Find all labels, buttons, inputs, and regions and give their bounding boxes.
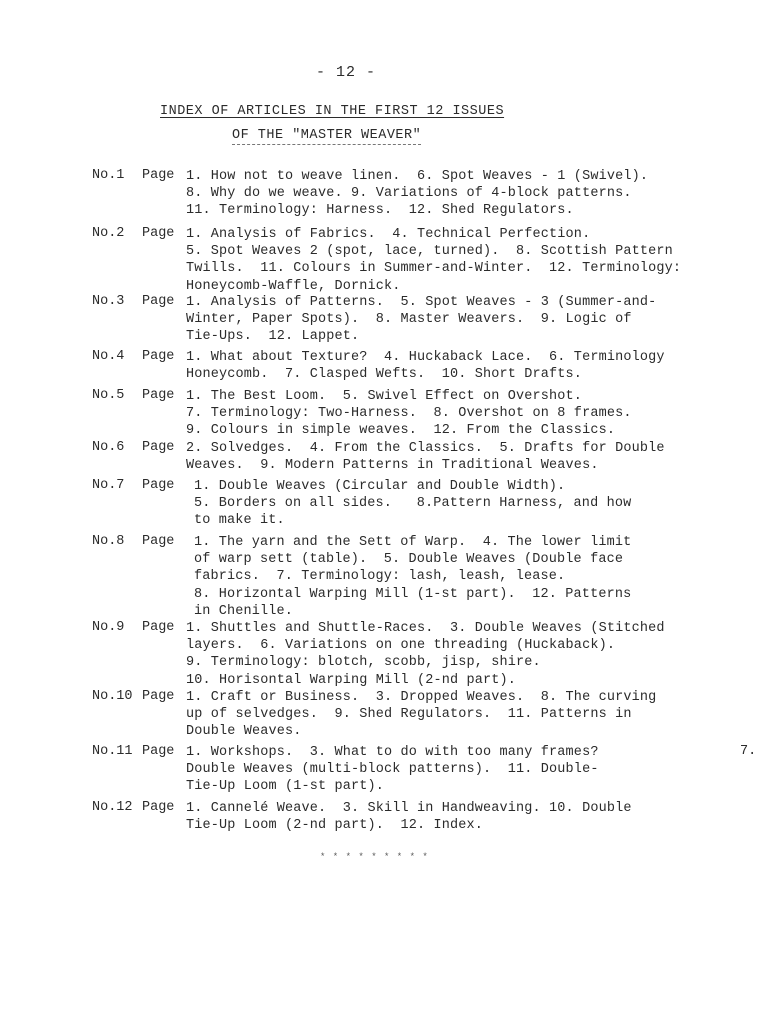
article-list (186, 349, 772, 383)
index-entry (92, 800, 772, 834)
page-label: Page (142, 168, 175, 183)
article-line: 2. Solvedges. 4. From the Classics. 5. Drafts for Double (186, 441, 665, 456)
index-entry (92, 226, 772, 295)
index-entry (92, 478, 772, 530)
page-label: Page (142, 349, 175, 364)
page-label: Page (142, 534, 175, 549)
article-line: Twills. 11. Colours in Summer-and-Winter. 12. Terminology: (186, 261, 682, 277)
issue-number: No.10 (92, 689, 133, 704)
index-title-line1: INDEX OF ARTICLES IN THE FIRST 12 ISSUES (160, 104, 505, 119)
issue-number: No.5 (92, 388, 125, 403)
article-line: 7. Terminology: Two-Harness. 8. Overshot on 8 frames. (186, 406, 632, 422)
issue-number: No.3 (92, 294, 125, 309)
article-line: 8. Horizontal Warping Mill (1-st part). 12. Patterns (194, 586, 632, 602)
article-line: 5. Spot Weaves 2 (spot, lace, turned). 8. Scottish Pattern (186, 244, 673, 260)
issue-number: No.7 (92, 478, 125, 493)
article-line: 9. Terminology: blotch, scobb, jisp, shire. (186, 655, 541, 671)
issue-number: No.4 (92, 349, 125, 364)
index-entry (92, 620, 772, 689)
article-line: 10. Horisontal Warping Mill (2-nd part). (186, 672, 517, 688)
article-line: 1. The yarn and the Sett of Warp. 4. The lower limit (194, 535, 632, 550)
issue-number: No.8 (92, 534, 125, 549)
article-line: 11. Terminology: Harness. 12. Shed Regulators. (186, 203, 574, 219)
article-list (194, 478, 772, 530)
article-line: up of selvedges. 9. Shed Regulators. 11. Patterns in (186, 707, 632, 723)
page-label: Page (142, 294, 175, 309)
index-entry (92, 168, 772, 220)
index-entry (92, 689, 772, 741)
article-list (186, 440, 772, 474)
index-title-line2-text: OF THE "MASTER WEAVER" (232, 128, 422, 143)
index-entry (92, 388, 772, 440)
page-label: Page (142, 689, 175, 704)
article-line: 1. The Best Loom. 5. Swivel Effect on Overshot. (186, 389, 583, 404)
index-entry (92, 534, 772, 620)
article-number-continued: 7. (740, 744, 757, 759)
article-line: 1. Analysis of Fabrics. 4. Technical Perfection. (186, 227, 591, 242)
article-line: 1. Double Weaves (Circular and Double Width). (194, 479, 566, 494)
article-list (186, 689, 772, 741)
issue-number: No.9 (92, 620, 125, 635)
index-title-line2 (232, 128, 421, 145)
article-line: 1. Analysis of Patterns. 5. Spot Weaves - 3 (Summer-and- (186, 295, 657, 310)
end-marks: * * * * * * * * * (320, 852, 429, 862)
article-line: 8. Why do we weave. 9. Variations of 4-block patterns. (186, 186, 632, 202)
issue-number: No.1 (92, 168, 125, 183)
issue-number: No.6 (92, 440, 125, 455)
article-line: Honeycomb. 7. Clasped Wefts. 10. Short Drafts. (186, 367, 583, 383)
page-label: Page (142, 620, 175, 635)
article-line: Weaves. 9. Modern Patterns in Traditional Weaves. (186, 458, 599, 474)
issue-number: No.2 (92, 226, 125, 241)
article-line: Tie-Ups. 12. Lappet. (186, 329, 360, 345)
article-line: 1. How not to weave linen. 6. Spot Weaves - 1 (Swivel). (186, 169, 649, 184)
index-entry (92, 349, 772, 383)
article-line: of warp sett (table). 5. Double Weaves (Double face (194, 552, 624, 568)
article-list (186, 294, 772, 346)
article-line: 1. Cannelé Weave. 3. Skill in Handweaving. 10. Double (186, 801, 632, 816)
article-list (186, 168, 772, 220)
article-list (186, 388, 772, 440)
article-line: Double Weaves (multi-block patterns). 11. Double- (186, 762, 599, 778)
issue-number: No.11 (92, 744, 133, 759)
article-line: in Chenille. (194, 603, 294, 619)
article-line: 1. Craft or Business. 3. Dropped Weaves. 8. The curving (186, 690, 657, 705)
article-list (186, 744, 772, 796)
page-label: Page (142, 440, 175, 455)
article-line: 1. Workshops. 3. What to do with too many frames? (186, 745, 599, 760)
article-line: Winter, Paper Spots). 8. Master Weavers. 9. Logic of (186, 312, 632, 328)
page-label: Page (142, 478, 175, 493)
article-list (186, 620, 772, 689)
article-line: fabrics. 7. Terminology: lash, leash, lease. (194, 569, 566, 585)
article-list (186, 800, 772, 834)
page-label: Page (142, 800, 175, 815)
article-line: Tie-Up Loom (1-st part). (186, 779, 385, 795)
article-line: Double Weaves. (186, 724, 302, 740)
article-line: 9. Colours in simple weaves. 12. From the Classics. (186, 423, 616, 439)
article-list (194, 534, 772, 620)
page-label: Page (142, 388, 175, 403)
page-number: - 12 - (316, 64, 377, 81)
article-line: 1. What about Texture? 4. Huckaback Lace. 6. Terminology (186, 350, 665, 365)
index-entry (92, 744, 772, 796)
article-line: 5. Borders on all sides. 8.Pattern Harness, and how (194, 496, 632, 512)
index-entry (92, 294, 772, 346)
page-label: Page (142, 744, 175, 759)
article-line: Honeycomb-Waffle, Dornick. (186, 278, 401, 294)
article-list (186, 226, 772, 295)
issue-number: No.12 (92, 800, 133, 815)
article-line: 1. Shuttles and Shuttle-Races. 3. Double Weaves (Stitched (186, 621, 665, 636)
page-label: Page (142, 226, 175, 241)
article-line: Tie-Up Loom (2-nd part). 12. Index. (186, 818, 484, 834)
index-entry (92, 440, 772, 474)
article-line: to make it. (194, 513, 285, 529)
article-line: layers. 6. Variations on one threading (Huckaback). (186, 638, 616, 654)
